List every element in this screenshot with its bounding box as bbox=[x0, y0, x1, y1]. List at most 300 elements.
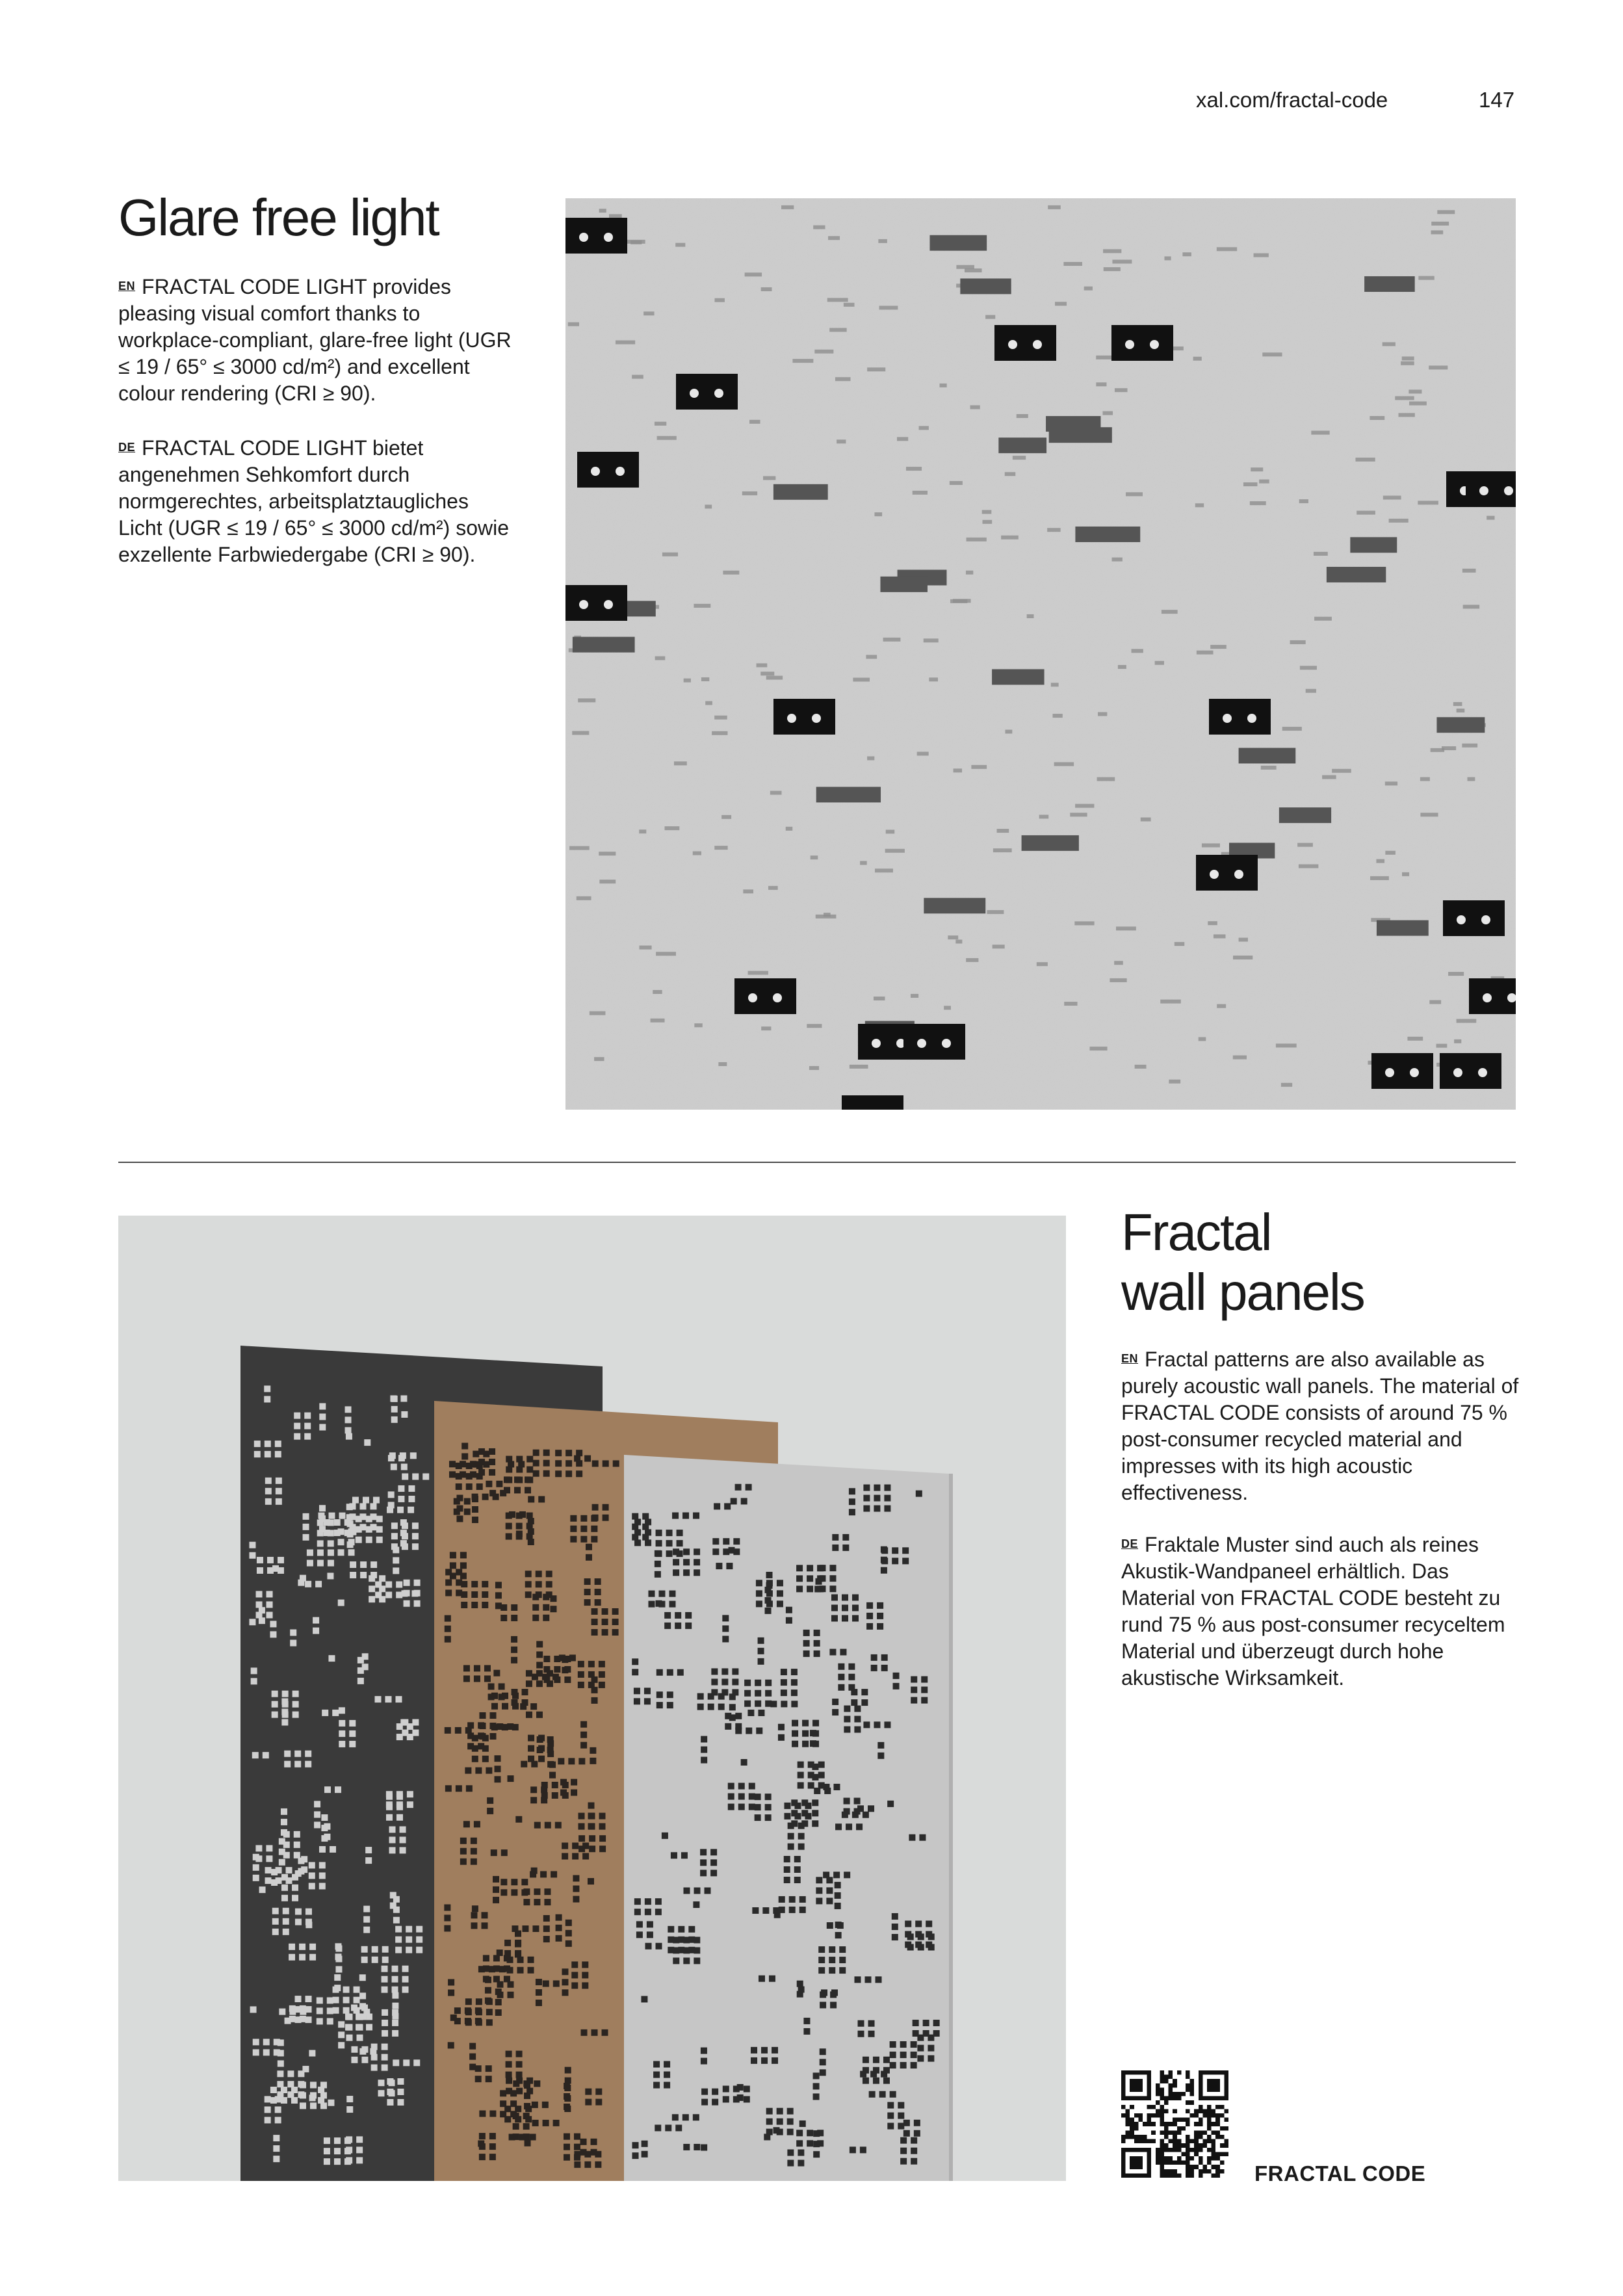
panel-hole bbox=[881, 1665, 888, 1671]
panel-hole bbox=[281, 1719, 288, 1725]
panel-hole bbox=[365, 1847, 372, 1853]
panel-hole bbox=[416, 1926, 422, 1933]
panel-hole bbox=[275, 2106, 281, 2113]
panel-hole bbox=[319, 1883, 326, 1889]
qr-code-graphic bbox=[1121, 2070, 1228, 2178]
panel-hole bbox=[573, 1886, 579, 1892]
panel-hole bbox=[339, 1730, 345, 1737]
panel-hole bbox=[363, 1906, 370, 1912]
panel-hole bbox=[495, 1592, 502, 1598]
panel-hole bbox=[321, 1825, 328, 1831]
panel-hole bbox=[523, 2123, 530, 2130]
panel-hole bbox=[476, 2019, 482, 2026]
panel-hole bbox=[543, 1980, 549, 1987]
panel-hole bbox=[495, 1582, 502, 1588]
panel-hole bbox=[491, 1849, 497, 1856]
panel-hole bbox=[762, 1907, 769, 1914]
panel-hole bbox=[595, 2099, 602, 2106]
panel-hole bbox=[668, 1926, 674, 1933]
panel-hole bbox=[704, 1887, 710, 1894]
panel-hole bbox=[328, 1560, 334, 1567]
panel-hole bbox=[900, 2041, 907, 2048]
panel-hole bbox=[465, 1998, 472, 2005]
panel-light-edge bbox=[949, 1474, 953, 2181]
panel-hole bbox=[813, 2072, 820, 2079]
panel-hole bbox=[850, 2146, 856, 2153]
panel-hole bbox=[314, 1811, 320, 1818]
panel-hole bbox=[534, 1899, 540, 1905]
panel-hole bbox=[851, 1689, 857, 1695]
qr-module bbox=[1177, 2173, 1182, 2178]
panel-hole bbox=[294, 1831, 300, 1838]
panel-hole bbox=[923, 2030, 929, 2037]
panel-hole bbox=[877, 1623, 883, 1630]
panel-hole bbox=[362, 1653, 369, 1660]
qr-module bbox=[1194, 2152, 1199, 2156]
panel-hole bbox=[317, 1550, 324, 1556]
perforation-slot bbox=[1399, 413, 1415, 417]
panel-hole bbox=[744, 1701, 751, 1707]
perforation-slot bbox=[1110, 978, 1126, 982]
panel-hole bbox=[769, 1976, 775, 1982]
panel-hole bbox=[402, 1987, 409, 1993]
panel-hole bbox=[371, 2054, 378, 2061]
panel-hole bbox=[309, 1862, 315, 1868]
panel-hole bbox=[890, 2052, 896, 2058]
qr-finder-core bbox=[1130, 2079, 1143, 2092]
panel-hole bbox=[472, 1905, 478, 1912]
section-title-glare-free-light: Glare free light bbox=[118, 189, 439, 246]
qr-module bbox=[1186, 2139, 1190, 2144]
perforation-slot bbox=[1420, 813, 1438, 816]
downlight-lens bbox=[1457, 915, 1466, 924]
panel-hole bbox=[289, 2005, 296, 2012]
panel-hole bbox=[826, 1898, 833, 1904]
panel-hole bbox=[560, 1779, 567, 1786]
panel-hole bbox=[871, 1654, 877, 1661]
panel-hole bbox=[263, 2049, 270, 2055]
perforation-slot bbox=[929, 677, 938, 681]
panel-hole bbox=[570, 1515, 577, 1522]
perforation-slot bbox=[814, 350, 833, 354]
panel-hole bbox=[382, 1987, 388, 1993]
downlight-fixture bbox=[577, 452, 639, 488]
perforation-slot bbox=[1126, 492, 1143, 496]
panel-hole bbox=[733, 2096, 740, 2102]
panel-hole bbox=[846, 1823, 852, 1830]
panel-hole bbox=[287, 2070, 294, 2077]
panel-hole bbox=[272, 1918, 279, 1925]
panel-hole bbox=[869, 2091, 876, 2098]
panel-hole bbox=[319, 1846, 326, 1853]
panel-hole bbox=[272, 1929, 279, 1935]
panel-hole bbox=[545, 1822, 551, 1829]
perforation-slot bbox=[781, 205, 794, 209]
panel-hole bbox=[364, 1439, 370, 1446]
qr-module bbox=[1126, 2118, 1130, 2122]
qr-module bbox=[1121, 2105, 1126, 2109]
panel-hole bbox=[489, 1712, 496, 1719]
perforation-slot bbox=[809, 1066, 819, 1070]
panel-hole bbox=[532, 2102, 538, 2108]
panel-hole bbox=[791, 1689, 798, 1696]
panel-hole bbox=[450, 1572, 456, 1579]
panel-hole bbox=[565, 1470, 572, 1477]
qr-module bbox=[1212, 2139, 1216, 2144]
downlight-lens bbox=[787, 714, 796, 723]
perforation-slot bbox=[1115, 388, 1128, 392]
panel-hole bbox=[820, 2069, 826, 2076]
panel-hole bbox=[333, 1987, 339, 1993]
panel-hole bbox=[351, 2057, 357, 2063]
panel-hole bbox=[866, 1602, 873, 1609]
panel-hole bbox=[898, 2113, 904, 2119]
perforation-slot bbox=[694, 604, 710, 608]
qr-module bbox=[1160, 2143, 1164, 2148]
panel-hole bbox=[564, 2133, 570, 2140]
section-divider bbox=[118, 1162, 1516, 1163]
panel-hole bbox=[673, 1569, 679, 1576]
panel-hole bbox=[339, 1741, 345, 1747]
panel-hole bbox=[346, 2136, 352, 2143]
panel-hole bbox=[253, 2049, 259, 2055]
panel-hole bbox=[766, 1590, 773, 1597]
recessed-slot bbox=[1350, 537, 1397, 553]
qr-module bbox=[1194, 2113, 1199, 2118]
panel-hole bbox=[278, 1557, 284, 1563]
panel-hole bbox=[305, 1581, 311, 1587]
panel-hole bbox=[722, 1615, 729, 1621]
panel-hole bbox=[408, 1485, 415, 1492]
panel-hole bbox=[398, 1496, 404, 1502]
panel-hole bbox=[317, 2007, 323, 2014]
panel-hole bbox=[802, 1741, 809, 1747]
panel-hole bbox=[854, 1798, 861, 1805]
perforation-slot bbox=[1118, 665, 1126, 669]
panel-hole bbox=[456, 1505, 463, 1511]
panel-hole bbox=[765, 1814, 772, 1821]
panel-hole bbox=[476, 1998, 482, 2005]
panel-hole bbox=[294, 1423, 300, 1429]
panel-hole bbox=[796, 1575, 803, 1582]
panel-hole bbox=[412, 1543, 419, 1550]
qr-module bbox=[1156, 2161, 1160, 2165]
panel-hole bbox=[849, 1498, 855, 1505]
panel-hole bbox=[544, 1888, 551, 1895]
qr-module bbox=[1164, 2143, 1169, 2148]
panel-hole bbox=[794, 1803, 801, 1809]
qr-module bbox=[1181, 2126, 1186, 2131]
panel-hole bbox=[445, 1579, 452, 1585]
panel-hole bbox=[829, 1946, 835, 1953]
panel-hole bbox=[813, 2151, 820, 2158]
panel-hole bbox=[266, 1611, 273, 1618]
panel-hole bbox=[270, 2087, 277, 2093]
panel-hole bbox=[844, 1798, 850, 1805]
panel-hole bbox=[251, 1667, 257, 1674]
panel-hole bbox=[673, 1548, 679, 1555]
panel-hole bbox=[320, 2102, 327, 2109]
qr-module bbox=[1190, 2165, 1195, 2169]
panel-hole bbox=[388, 1491, 395, 1498]
panel-hole bbox=[866, 1623, 873, 1630]
panel-hole bbox=[536, 1680, 543, 1687]
perforation-slot bbox=[837, 439, 846, 443]
panel-hole bbox=[530, 2133, 536, 2140]
panel-hole bbox=[283, 1908, 289, 1914]
panel-hole bbox=[786, 1617, 792, 1624]
panel-hole bbox=[305, 1751, 311, 1757]
panel-hole bbox=[675, 2124, 682, 2131]
perforation-slot bbox=[866, 655, 877, 659]
panel-hole bbox=[712, 1548, 719, 1555]
panel-hole bbox=[400, 1847, 406, 1853]
panel-hole bbox=[265, 1451, 271, 1457]
panel-hole bbox=[471, 1922, 477, 1929]
perforation-slot bbox=[1251, 467, 1263, 471]
panel-hole bbox=[778, 1724, 785, 1730]
qr-module bbox=[1194, 2130, 1199, 2135]
panel-hole bbox=[397, 1507, 404, 1513]
panel-hole bbox=[747, 1710, 754, 1716]
panel-hole bbox=[365, 1857, 372, 1864]
panel-hole bbox=[655, 1571, 661, 1578]
recessed-slot bbox=[880, 577, 927, 592]
panel-hole bbox=[911, 1676, 917, 1683]
perforation-slot bbox=[1210, 645, 1227, 649]
panel-hole bbox=[915, 1921, 922, 1927]
panel-hole bbox=[251, 1678, 257, 1684]
perforation-slot bbox=[1462, 744, 1477, 748]
panel-hole bbox=[272, 1701, 278, 1708]
perforation-slot bbox=[1322, 775, 1336, 779]
perforation-slot bbox=[568, 322, 579, 326]
panel-hole bbox=[344, 1530, 351, 1536]
panel-hole bbox=[838, 1663, 844, 1670]
panel-hole bbox=[265, 1441, 271, 1447]
panel-hole bbox=[300, 2102, 306, 2109]
perforation-slot bbox=[1385, 851, 1396, 855]
panel-hole bbox=[634, 1539, 641, 1546]
panel-hole bbox=[564, 2095, 571, 2102]
panel-hole bbox=[738, 1794, 745, 1800]
panel-hole bbox=[814, 1650, 820, 1657]
panel-hole bbox=[496, 1481, 502, 1487]
panel-hole bbox=[467, 1732, 474, 1739]
panel-hole bbox=[866, 1613, 873, 1619]
panel-hole bbox=[842, 1605, 848, 1611]
perforation-slot bbox=[911, 994, 918, 998]
panel-hole bbox=[642, 2141, 648, 2147]
perforation-slot bbox=[1243, 482, 1257, 486]
panel-hole bbox=[504, 1940, 511, 1946]
panel-hole bbox=[319, 1515, 326, 1522]
panel-hole bbox=[842, 1545, 849, 1551]
panel-hole bbox=[525, 1487, 531, 1493]
panel-hole bbox=[574, 2133, 580, 2140]
panel-hole bbox=[725, 1723, 731, 1730]
panel-hole bbox=[516, 2088, 523, 2094]
panel-hole bbox=[512, 1699, 518, 1706]
panel-hole bbox=[485, 1987, 491, 1994]
panel-hole bbox=[263, 2039, 270, 2045]
panel-hole bbox=[537, 1747, 543, 1753]
panel-hole bbox=[801, 1820, 808, 1827]
panel-hole bbox=[581, 2029, 588, 2036]
panel-hole bbox=[265, 2106, 271, 2113]
panel-hole bbox=[319, 1862, 326, 1868]
qr-module bbox=[1160, 2156, 1164, 2161]
qr-module bbox=[1169, 2156, 1173, 2161]
panel-hole bbox=[536, 1641, 543, 1647]
panel-hole bbox=[879, 2091, 886, 2098]
panel-hole bbox=[870, 2071, 877, 2078]
panel-hole bbox=[279, 1849, 285, 1855]
panel-hole bbox=[556, 1935, 562, 1942]
panel-hole bbox=[877, 1602, 883, 1609]
perforation-slot bbox=[1005, 730, 1012, 734]
panel-hole bbox=[758, 1637, 764, 1644]
panel-hole bbox=[396, 1804, 403, 1810]
header-url[interactable]: xal.com/fractal-code bbox=[1196, 88, 1388, 112]
panel-hole bbox=[588, 1823, 595, 1830]
panel-hole bbox=[547, 1740, 554, 1747]
panel-hole bbox=[777, 1590, 783, 1597]
qr-module bbox=[1164, 2126, 1169, 2131]
qr-module bbox=[1207, 2156, 1212, 2161]
perforation-slot bbox=[1431, 230, 1444, 234]
downlight-lens bbox=[812, 714, 821, 723]
panel-hole bbox=[928, 2045, 934, 2052]
perforation-slot bbox=[718, 1062, 727, 1066]
recessed-slot bbox=[1049, 427, 1112, 443]
perforation-slot bbox=[664, 826, 679, 830]
panel-hole bbox=[346, 2024, 352, 2031]
panel-hole bbox=[514, 1476, 521, 1483]
panel-hole bbox=[735, 1484, 742, 1491]
panel-hole bbox=[327, 2007, 333, 2014]
panel-hole bbox=[550, 1606, 556, 1612]
panel-hole bbox=[412, 1730, 419, 1736]
panel-hole bbox=[781, 1701, 787, 1707]
panel-hole bbox=[328, 2100, 334, 2106]
panel-hole bbox=[667, 1669, 673, 1676]
panel-hole bbox=[917, 2045, 924, 2052]
qr-module bbox=[1199, 2173, 1203, 2178]
panel-hole bbox=[678, 1926, 684, 1933]
panel-hole bbox=[807, 1585, 813, 1592]
panel-hole bbox=[542, 2102, 549, 2108]
panel-hole bbox=[697, 1693, 704, 1700]
panel-hole bbox=[497, 1723, 503, 1730]
panel-hole bbox=[803, 2028, 810, 2035]
panel-hole bbox=[483, 1976, 489, 1982]
panel-hole bbox=[460, 1552, 467, 1558]
perforation-slot bbox=[684, 679, 691, 683]
panel-hole bbox=[465, 2019, 472, 2026]
downlight-lens bbox=[1210, 870, 1219, 879]
downlight-fixture bbox=[1196, 855, 1258, 891]
panel-hole bbox=[812, 1810, 818, 1816]
panel-hole bbox=[781, 1689, 787, 1696]
qr-module bbox=[1212, 2109, 1216, 2113]
panel-hole bbox=[489, 2143, 496, 2150]
qr-module bbox=[1215, 2152, 1220, 2156]
panel-hole bbox=[798, 2149, 804, 2156]
panel-hole bbox=[305, 2016, 312, 2023]
panel-hole bbox=[634, 1688, 640, 1694]
panel-hole bbox=[902, 1558, 909, 1564]
panel-hole bbox=[591, 1526, 597, 1532]
panel-hole bbox=[373, 1497, 380, 1504]
panel-hole bbox=[400, 1452, 406, 1459]
panel-hole bbox=[346, 2096, 353, 2102]
qr-module bbox=[1212, 2122, 1216, 2126]
qr-module bbox=[1164, 2135, 1169, 2139]
qr-code-icon[interactable] bbox=[1121, 2070, 1228, 2178]
perforation-slot bbox=[1276, 1043, 1297, 1047]
panel-hole bbox=[516, 2061, 523, 2068]
panel-hole bbox=[356, 2014, 363, 2020]
panel-hole bbox=[881, 2071, 887, 2078]
perforation-slot bbox=[993, 945, 1005, 948]
qr-module bbox=[1186, 2152, 1190, 2156]
panel-hole bbox=[807, 1575, 813, 1582]
qr-module bbox=[1164, 2079, 1169, 2083]
qr-module bbox=[1164, 2109, 1169, 2113]
qr-module bbox=[1134, 2135, 1139, 2139]
panel-hole bbox=[749, 1794, 755, 1800]
panel-hole bbox=[877, 1753, 884, 1759]
panel-hole bbox=[324, 1786, 331, 1793]
panel-hole bbox=[253, 1864, 259, 1871]
panel-hole bbox=[309, 1883, 315, 1889]
panel-hole bbox=[495, 2009, 502, 2016]
panel-hole bbox=[722, 1625, 729, 1632]
qr-finder-core bbox=[1130, 2156, 1143, 2169]
perforation-slot bbox=[1429, 365, 1448, 369]
panel-hole bbox=[871, 1665, 877, 1671]
qr-module bbox=[1199, 2109, 1203, 2113]
panel-hole bbox=[928, 1933, 935, 1940]
qr-module bbox=[1215, 2118, 1220, 2122]
panel-hole bbox=[294, 1433, 300, 1440]
perforation-slot bbox=[1457, 1019, 1477, 1023]
perforation-slot bbox=[982, 510, 992, 514]
downlight-lens bbox=[1385, 1068, 1394, 1077]
panel-hole bbox=[599, 1846, 606, 1852]
panel-hole bbox=[350, 1561, 356, 1568]
panel-hole bbox=[349, 1720, 356, 1727]
panel-hole bbox=[656, 1530, 662, 1536]
panel-hole bbox=[279, 1859, 285, 1866]
panel-hole bbox=[820, 2002, 826, 2008]
perforation-slot bbox=[1141, 818, 1151, 822]
panel-hole bbox=[589, 1835, 595, 1842]
perforation-slot bbox=[997, 829, 1009, 833]
panel-hole bbox=[751, 2047, 757, 2054]
panel-hole bbox=[392, 2020, 398, 2026]
panel-hole bbox=[295, 1919, 302, 1925]
panel-hole bbox=[393, 1567, 399, 1574]
qr-module bbox=[1212, 2173, 1216, 2178]
qr-module bbox=[1164, 2075, 1169, 2080]
panel-hole bbox=[303, 1513, 309, 1520]
panel-hole bbox=[599, 1813, 606, 1820]
qr-module bbox=[1151, 2113, 1156, 2118]
panel-hole bbox=[526, 1680, 532, 1687]
panel-hole bbox=[694, 2144, 700, 2150]
